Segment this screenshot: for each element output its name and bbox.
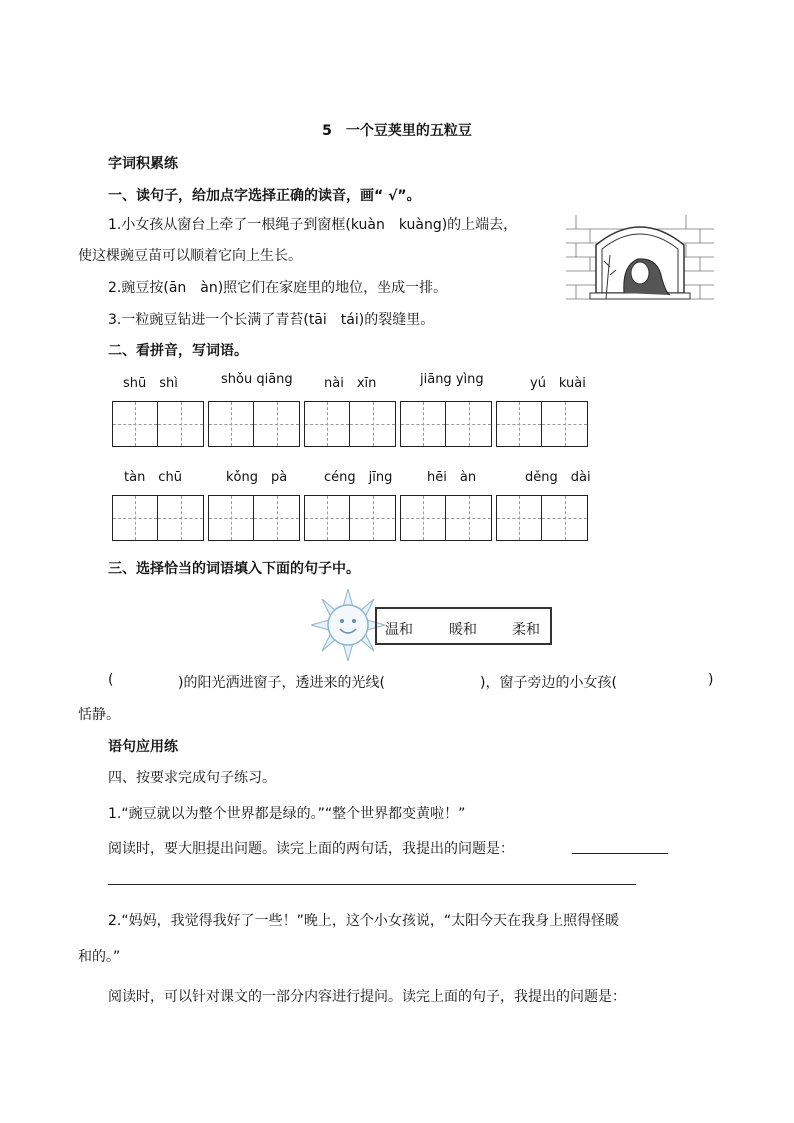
writing-cell[interactable] [542, 495, 588, 541]
pinyin-label: hēi àn [427, 470, 477, 485]
writing-cell[interactable] [350, 495, 396, 541]
writing-cell[interactable] [254, 401, 300, 447]
writing-grid-row-1 [112, 401, 592, 447]
question-4-item-2-quote: 2.“妈妈，我觉得我好了一些！”晚上，这个小女孩说，“太阳今天在我身上照得怪暖 [108, 913, 620, 929]
pinyin-label: shū shì [123, 376, 178, 391]
question-1-sentence-2: 2.豌豆按(ān àn)照它们在家庭里的地位，坐成一排。 [108, 280, 448, 296]
pinyin-label: céng jīng [324, 470, 393, 485]
fill-sentence-part: )，窗子旁边的小女孩( [480, 675, 617, 691]
writing-cell[interactable] [208, 495, 254, 541]
writing-cell[interactable] [446, 401, 492, 447]
writing-grid-row-2 [112, 495, 592, 541]
writing-cell[interactable] [158, 401, 204, 447]
writing-cell[interactable] [496, 401, 542, 447]
fill-sentence-part: )的阳光洒进窗子，透进来的光线( [178, 675, 385, 691]
writing-cell[interactable] [542, 401, 588, 447]
pinyin-label: jiāng yìng [420, 372, 484, 387]
fill-bracket-close: ) [708, 672, 714, 688]
question-1-sentence-1: 1.小女孩从窗台上牵了一根绳子到窗框(kuàn kuàng)的上端去， [108, 217, 518, 233]
smiling-sun-icon [311, 589, 385, 661]
word-choice: 温和 [385, 622, 413, 638]
pinyin-label: tàn chū [124, 470, 182, 485]
question-1-sentence-1-cont: 使这棵豌豆苗可以顺着它向上生长。 [78, 248, 302, 264]
pinyin-label: nài xīn [324, 376, 377, 391]
answer-blank[interactable] [108, 884, 636, 885]
page-title: 5 一个豆荚里的五粒豆 [322, 123, 472, 139]
section-heading-vocabulary: 字词积累练 [108, 156, 178, 172]
pinyin-label: děng dài [525, 470, 591, 485]
pinyin-label: shǒu qiāng [221, 372, 293, 387]
question-4-item-2-quote-cont: 和的。” [78, 949, 121, 965]
question-4-item-1-quote: 1.“豌豆就以为整个世界都是绿的。”“整个世界都变黄啦！” [108, 806, 466, 822]
word-choice-box [375, 607, 552, 645]
writing-cell[interactable] [350, 401, 396, 447]
word-choice: 暖和 [449, 622, 477, 638]
question-3-heading: 三、选择恰当的词语填入下面的句子中。 [108, 561, 360, 577]
question-1-heading: 一、读句子，给加点字选择正确的读音，画“ √”。 [108, 188, 421, 204]
question-4-heading: 四、按要求完成句子练习。 [108, 770, 276, 786]
writing-cell[interactable] [400, 495, 446, 541]
question-1-sentence-3: 3.一粒豌豆钻进一个长满了青苔(tāi tái)的裂缝里。 [108, 312, 435, 328]
fill-sentence-end: 恬静。 [78, 707, 120, 723]
answer-blank[interactable] [572, 853, 668, 854]
writing-cell[interactable] [208, 401, 254, 447]
writing-cell[interactable] [400, 401, 446, 447]
pinyin-label: yú kuài [530, 376, 586, 391]
question-4-item-1-prompt: 阅读时，要大胆提出问题。读完上面的两句话，我提出的问题是： [108, 841, 514, 857]
writing-cell[interactable] [254, 495, 300, 541]
writing-cell[interactable] [112, 401, 158, 447]
writing-cell[interactable] [496, 495, 542, 541]
writing-cell[interactable] [304, 495, 350, 541]
girl-at-window-illustration [566, 215, 714, 315]
pinyin-label: kǒng pà [226, 470, 288, 485]
question-4-item-2-prompt: 阅读时，可以针对课文的一部分内容进行提问。读完上面的句子，我提出的问题是： [108, 989, 626, 1005]
writing-cell[interactable] [446, 495, 492, 541]
section-heading-sentence-practice: 语句应用练 [108, 739, 178, 755]
writing-cell[interactable] [304, 401, 350, 447]
fill-bracket-open: ( [108, 672, 114, 688]
question-2-heading: 二、看拼音，写词语。 [108, 343, 248, 359]
writing-cell[interactable] [112, 495, 158, 541]
writing-cell[interactable] [158, 495, 204, 541]
word-choice: 柔和 [512, 622, 540, 638]
